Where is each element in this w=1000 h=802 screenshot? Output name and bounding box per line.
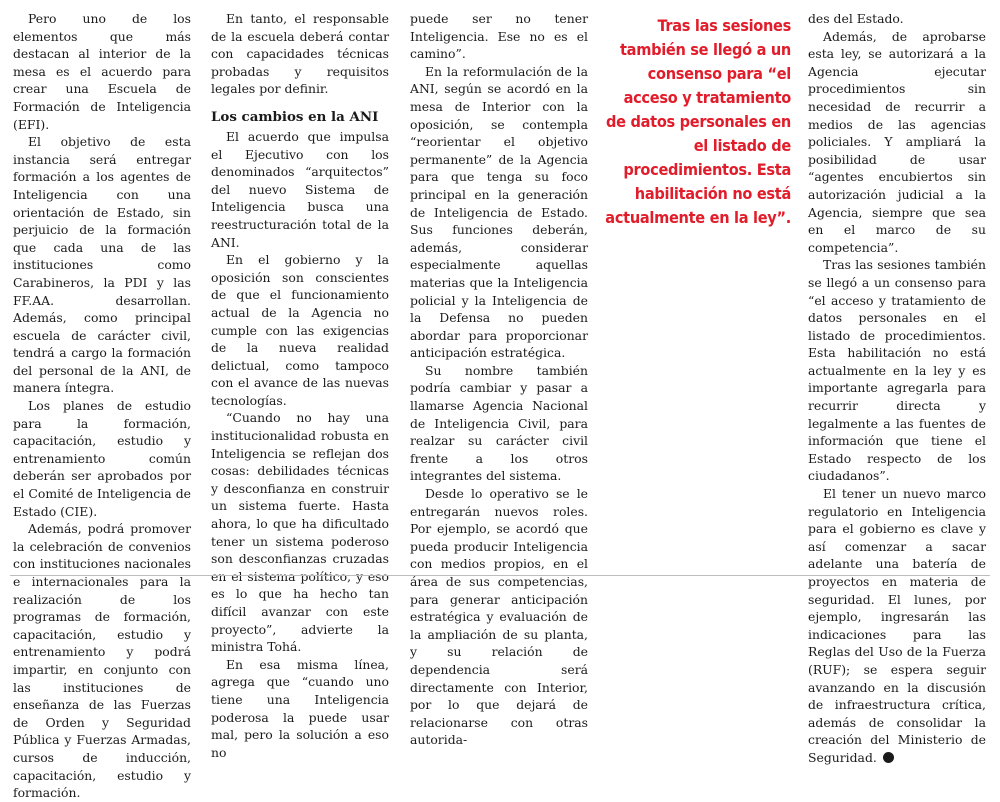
- body-paragraph: Los planes de estudio para la formación, capacitación, estudio y entrenamiento común deberán ser aprobados por el Comité de Inteligencia de Estado (CIE).: [13, 398, 191, 519]
- continued-paragraph: des del Estado.: [808, 11, 904, 26]
- body-paragraph: Además, de aprobarse esta ley, se autorizará a la Agencia ejecutar procedimientos sin necesidad de recurrir a medios de las agencias policiales. Y ampliará la posibilidad de usar “agentes encubiertos sin autorización judicial a la Agencia, siempre que sea en el marco de su competencia”.: [808, 28, 986, 255]
- body-paragraph: Pero uno de los elementos que más destacan al interior de la mesa es el acuerdo para crear una Escuela de Formación de Inteligencia (EFI).: [13, 11, 191, 132]
- article-column-1: [13, 10, 191, 802]
- section-heading: Los cambios en la ANI: [211, 108, 379, 125]
- end-of-article-icon: [883, 752, 894, 763]
- bottom-divider: [10, 575, 990, 576]
- body-paragraph: Además, podrá promover la celebración de convenios con instituciones nacionales e internacionales para la realización de los programas de formación, capacitación, estudio y entrenamiento y podrá impartir, en conjunto con las instituciones de enseñanza de las Fuerzas de Orden y Seguridad Pública y Fuerzas Armadas, cursos de inducción, capacitación, estudio y formación.: [13, 521, 191, 801]
- body-paragraph: Tras las sesiones también se llegó a un consenso para “el acceso y tratamiento de datos personales en el listado de procedimientos. Esta habilitación no está actualmente en la ley y es importante agregarla para recurrir directa y legalmente a las fuentes de información que tiene el Estado respecto de los ciudadanos”.: [808, 257, 986, 484]
- article-column-5: [808, 10, 986, 767]
- final-paragraph-text: El tener un nuevo marco regulatorio en Inteligencia para el gobierno es clave y así comenzar a sacar adelante una batería de proyectos en materia de seguridad. El lunes, por ejemplo, ingresarán las indicaciones para las Reglas del Uso de la Fuerza (RUF); se espera seguir avanzando en la discusión de infraestructura crítica, además de consolidar la creación del Ministerio de Seguridad.: [808, 486, 986, 765]
- article-column-2: [211, 10, 389, 761]
- article-column-3: [410, 10, 588, 749]
- body-paragraph: Su nombre también podría cambiar y pasar a llamarse Agencia Nacional de Inteligencia Civil, para realzar su carácter civil frente a los otros integrantes del sistema.: [410, 362, 588, 484]
- body-paragraph: El acuerdo que impulsa el Ejecutivo con los denominados “arquitectos” del nuevo Sistema de Inteligencia busca una reestructuración total de la ANI.: [211, 128, 389, 250]
- final-paragraph: [808, 485, 986, 767]
- pull-quote: Tras las sesiones también se llegó a un consenso para “el acceso y tratamiento de datos personales en el listado de procedimientos. Esta habilitación no está actualmente en la ley”.: [605, 16, 791, 227]
- continued-paragraph: puede ser no tener Inteligencia. Ese no es el camino”.: [410, 11, 588, 62]
- body-paragraph: En la reformulación de la ANI, según se acordó en la mesa de Interior con la oposición, se contempla “reorientar el objetivo permanente” de la Agencia para que tenga su foco principal en la generación de Inteligencia de Estado. Sus funciones deberán, además, considerar especialmente aquellas materias que la Inteligencia policial y la Inteligencia de la Defensa no pueden abordar para proporcionar anticipación estratégica.: [410, 63, 588, 361]
- body-paragraph: En esa misma línea, agrega que “cuando uno tiene una Inteligencia poderosa la puede usar mal, pero la solución a eso no: [211, 656, 389, 760]
- body-paragraph: Desde lo operativo se le entregarán nuevos roles. Por ejemplo, se acordó que pueda producir Inteligencia con medios propios, en el área de sus competencias, para generar anticipación estratégica y evaluación de la ampliación de su planta, y su relación de dependencia será directamente con Interior, por lo que dejará de relacionarse con otras autorida-: [410, 486, 588, 748]
- body-paragraph: En tanto, el responsable de la escuela deberá contar con capacidades técnicas probadas y requisitos legales por definir.: [211, 11, 389, 97]
- body-paragraph: En el gobierno y la oposición son conscientes de que el funcionamiento actual de la Agencia no cumple con las exigencias de la nueva realidad delictual, como tampoco con el avance de las nuevas tecnologías.: [211, 252, 389, 408]
- body-paragraph: El objetivo de esta instancia será entregar formación a los agentes de Inteligencia con una orientación de Estado, sin perjuicio de la formación que cada una de las instituciones como Carabineros, la PDI y las FF.AA. desarrollan. Además, como principal escuela de carácter civil, tendrá a cargo la formación del personal de la ANI, de manera íntegra.: [13, 134, 191, 396]
- body-paragraph: “Cuando no hay una institucionalidad robusta en Inteligencia se reflejan dos cosas: debilidades técnicas y desconfianza en construir un sistema fuerte. Hasta ahora, lo que ha dificultado tener un sistema poderoso son desconfianzas cruzadas en el sistema político, y eso es lo que ha hecho tan difícil avanzar con este proyecto”, advierte la ministra Tohá.: [211, 410, 389, 655]
